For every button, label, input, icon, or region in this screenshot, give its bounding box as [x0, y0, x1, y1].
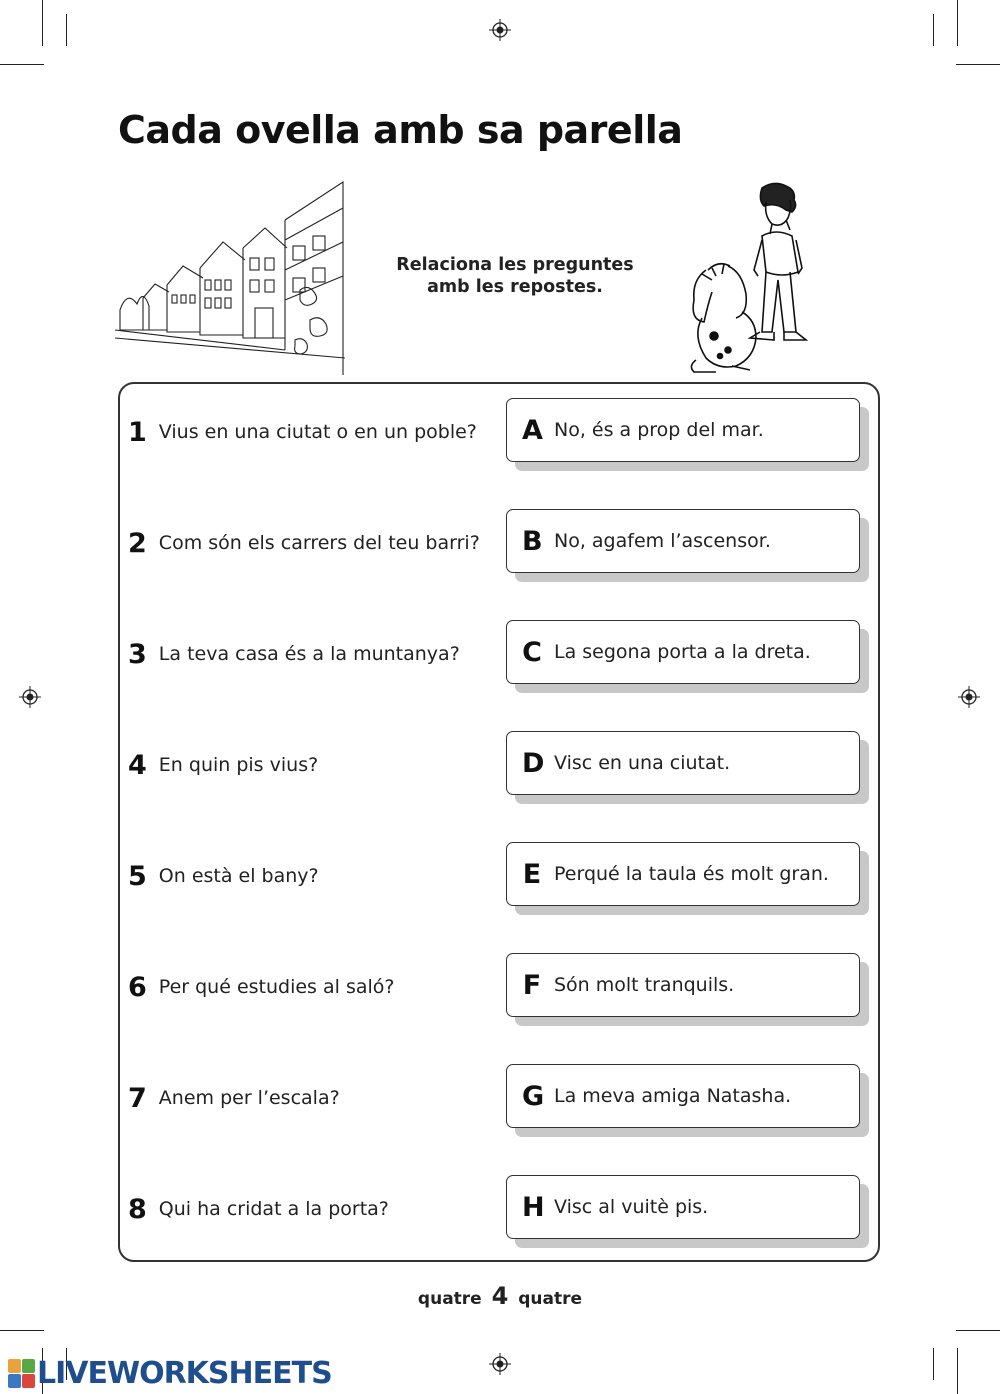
answer-box[interactable]: [506, 1064, 860, 1128]
answer-letter: F: [522, 969, 542, 1001]
question-text: Qui ha cridat a la porta?: [158, 1198, 389, 1220]
question-text: Anem per l’escala?: [158, 1087, 340, 1109]
page-footer: [0, 1282, 1000, 1310]
answer-text: Són molt tranquils.: [554, 974, 735, 996]
instruction-line-2: amb les repostes.: [427, 277, 603, 297]
question-number: 6: [128, 971, 147, 1003]
answer-box[interactable]: [506, 509, 860, 573]
answer-letter: D: [522, 747, 545, 779]
answer-letter: A: [522, 414, 543, 446]
answer-letter: E: [522, 858, 542, 890]
answer-text: Visc en una ciutat.: [554, 752, 731, 774]
answer-text: No, és a prop del mar.: [554, 419, 764, 441]
question-text: Com són els carrers del teu barri?: [158, 532, 480, 554]
crop-mark: [933, 1348, 934, 1380]
crop-mark: [957, 0, 958, 46]
brand-name: LIVEWORKSHEETS: [37, 1356, 332, 1391]
page-number: 4: [491, 1282, 509, 1310]
registration-mark-icon: [958, 686, 980, 708]
question-text: En quin pis vius?: [158, 754, 319, 776]
boy-and-dog-illustration: [682, 180, 817, 375]
question-number: 1: [128, 416, 147, 448]
answer-text: La segona porta a la dreta.: [554, 641, 811, 663]
liveworksheets-logo-icon: [8, 1359, 35, 1388]
crop-mark: [66, 14, 67, 46]
crop-mark: [957, 1348, 958, 1394]
answer-text: Visc al vuitè pis.: [554, 1196, 709, 1218]
crop-mark: [0, 64, 44, 65]
registration-mark-icon: [489, 1353, 511, 1375]
question-number: 4: [128, 749, 147, 781]
town-street-illustration: [115, 180, 345, 375]
answer-box[interactable]: [506, 842, 860, 906]
answer-letter: G: [522, 1080, 545, 1112]
registration-mark-icon: [19, 686, 41, 708]
answer-box[interactable]: [506, 398, 860, 462]
question-item: [128, 1189, 389, 1229]
answer-text: Perqué la taula és molt gran.: [554, 863, 829, 885]
crop-mark: [933, 14, 934, 46]
question-number: 2: [128, 527, 147, 559]
question-text: Per qué estudies al saló?: [158, 976, 395, 998]
answer-box[interactable]: [506, 1175, 860, 1239]
crop-mark: [0, 1330, 44, 1331]
answer-letter: C: [522, 636, 542, 668]
question-item: [128, 412, 477, 452]
footer-word-right: quatre: [518, 1289, 583, 1309]
crop-mark: [956, 64, 1000, 65]
liveworksheets-brand[interactable]: [8, 1356, 332, 1391]
registration-mark-icon: [489, 19, 511, 41]
question-number: 3: [128, 638, 147, 670]
question-item: [128, 745, 318, 785]
crop-mark: [956, 1330, 1000, 1331]
answer-text: No, agafem l’ascensor.: [554, 530, 771, 552]
question-item: [128, 1078, 340, 1118]
question-number: 5: [128, 860, 147, 892]
answer-text: La meva amiga Natasha.: [554, 1085, 792, 1107]
question-number: 8: [128, 1193, 147, 1225]
question-text: La teva casa és a la muntanya?: [158, 643, 460, 665]
question-item: [128, 856, 319, 896]
crop-mark: [42, 0, 43, 46]
footer-word-left: quatre: [417, 1289, 482, 1309]
question-text: On està el bany?: [158, 865, 319, 887]
instruction-line-1: Relaciona les preguntes: [396, 255, 634, 275]
answer-letter: H: [522, 1191, 545, 1223]
page-title: Cada ovella amb sa parella: [118, 108, 683, 152]
answer-box[interactable]: [506, 731, 860, 795]
question-number: 7: [128, 1082, 147, 1114]
answer-box[interactable]: [506, 953, 860, 1017]
answer-letter: B: [522, 525, 543, 557]
question-text: Vius en una ciutat o en un poble?: [158, 421, 477, 443]
question-item: [128, 523, 480, 563]
instruction-text: [360, 254, 670, 298]
question-item: [128, 634, 460, 674]
answer-box[interactable]: [506, 620, 860, 684]
question-item: [128, 967, 395, 1007]
